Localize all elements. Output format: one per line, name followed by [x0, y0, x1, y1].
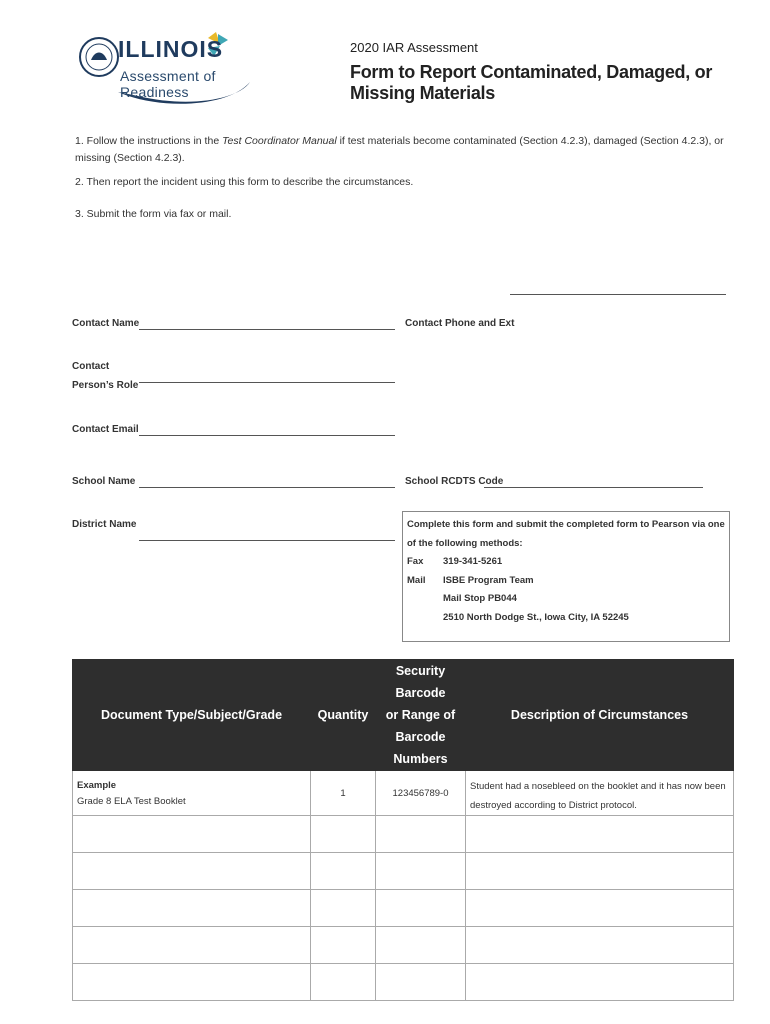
- instruction-step-3: 3. Submit the form via fax or mail.: [75, 208, 232, 220]
- submission-intro: Complete this form and submit the completed form to Pearson via one of the following methods:: [407, 519, 725, 549]
- contact-phone-line[interactable]: [510, 294, 726, 295]
- state-seal-icon: [78, 36, 120, 78]
- header-quantity: Quantity: [311, 660, 376, 771]
- contact-email-line[interactable]: [139, 435, 395, 436]
- fax-row: [407, 553, 725, 572]
- example-doc-type: Grade 8 ELA Test Booklet: [77, 796, 186, 807]
- contact-phone-label: Contact Phone and Ext: [405, 318, 515, 329]
- page-title: Form to Report Contaminated, Damaged, or Missing Materials: [350, 62, 713, 103]
- table-row[interactable]: [73, 927, 734, 964]
- table-row[interactable]: [73, 816, 734, 853]
- example-description-cell: [466, 771, 734, 816]
- school-rcdts-label: School RCDTS Code: [405, 476, 504, 487]
- contact-role-label-line2: Person’s Role: [72, 380, 139, 391]
- example-label: Example: [77, 780, 117, 791]
- example-quantity: 1: [311, 771, 376, 816]
- assessment-year: 2020 IAR Assessment: [350, 40, 478, 55]
- fax-label: Fax: [407, 556, 424, 567]
- header-doc-type: Document Type/Subject/Grade: [73, 660, 311, 771]
- school-rcdts-line[interactable]: [484, 487, 703, 488]
- header-barcode: Security Barcode or Range of Barcode Numbers: [376, 660, 466, 771]
- instruction-step-2: 2. Then report the incident using this form to describe the circumstances.: [75, 176, 414, 188]
- submission-info-box: [402, 511, 730, 642]
- school-name-line[interactable]: [139, 487, 395, 488]
- contact-name-line[interactable]: [139, 329, 395, 330]
- example-description: Student had a nosebleed on the booklet and it has now been destroyed according to District protocol.: [470, 781, 726, 811]
- example-row: [73, 771, 734, 816]
- example-barcode: 123456789-0: [376, 771, 466, 816]
- mail-row: [407, 572, 725, 591]
- mail-line-1: ISBE Program Team: [443, 574, 534, 586]
- mail-line-3: 2510 North Dodge St., Iowa City, IA 52245: [443, 611, 629, 623]
- table-row[interactable]: [73, 890, 734, 927]
- logo-subtitle: Assessment of Readiness: [120, 68, 216, 100]
- mail-line-2: Mail Stop PB044: [443, 593, 517, 604]
- contact-email-label: Contact Email: [72, 424, 139, 435]
- table-row[interactable]: [73, 853, 734, 890]
- table-row[interactable]: [73, 964, 734, 1001]
- manual-title: Test Coordinator Manual: [222, 135, 337, 147]
- example-doc-cell: [73, 771, 311, 816]
- materials-table: [72, 659, 733, 1001]
- header-description: Description of Circumstances: [466, 660, 734, 771]
- district-name-line[interactable]: [139, 540, 395, 541]
- school-name-label: School Name: [72, 476, 136, 487]
- illinois-logo: [78, 30, 258, 106]
- fax-number: 319-341-5261: [443, 556, 503, 567]
- mail-label: Mail: [407, 574, 426, 586]
- contact-role-label-line1: Contact: [72, 361, 110, 372]
- instruction-step-1: 1. Follow the instructions in the Test Coordinator Manual if test materials become contaminated (Section 4.2.3), damaged (Section 4.2.3), or missing (Section 4.2.3).: [75, 135, 724, 164]
- contact-name-label: Contact Name: [72, 318, 140, 329]
- table-header-row: [73, 660, 734, 771]
- logo-title: ILLINOIS: [118, 36, 224, 62]
- district-name-label: District Name: [72, 519, 137, 530]
- contact-role-line[interactable]: [139, 382, 395, 383]
